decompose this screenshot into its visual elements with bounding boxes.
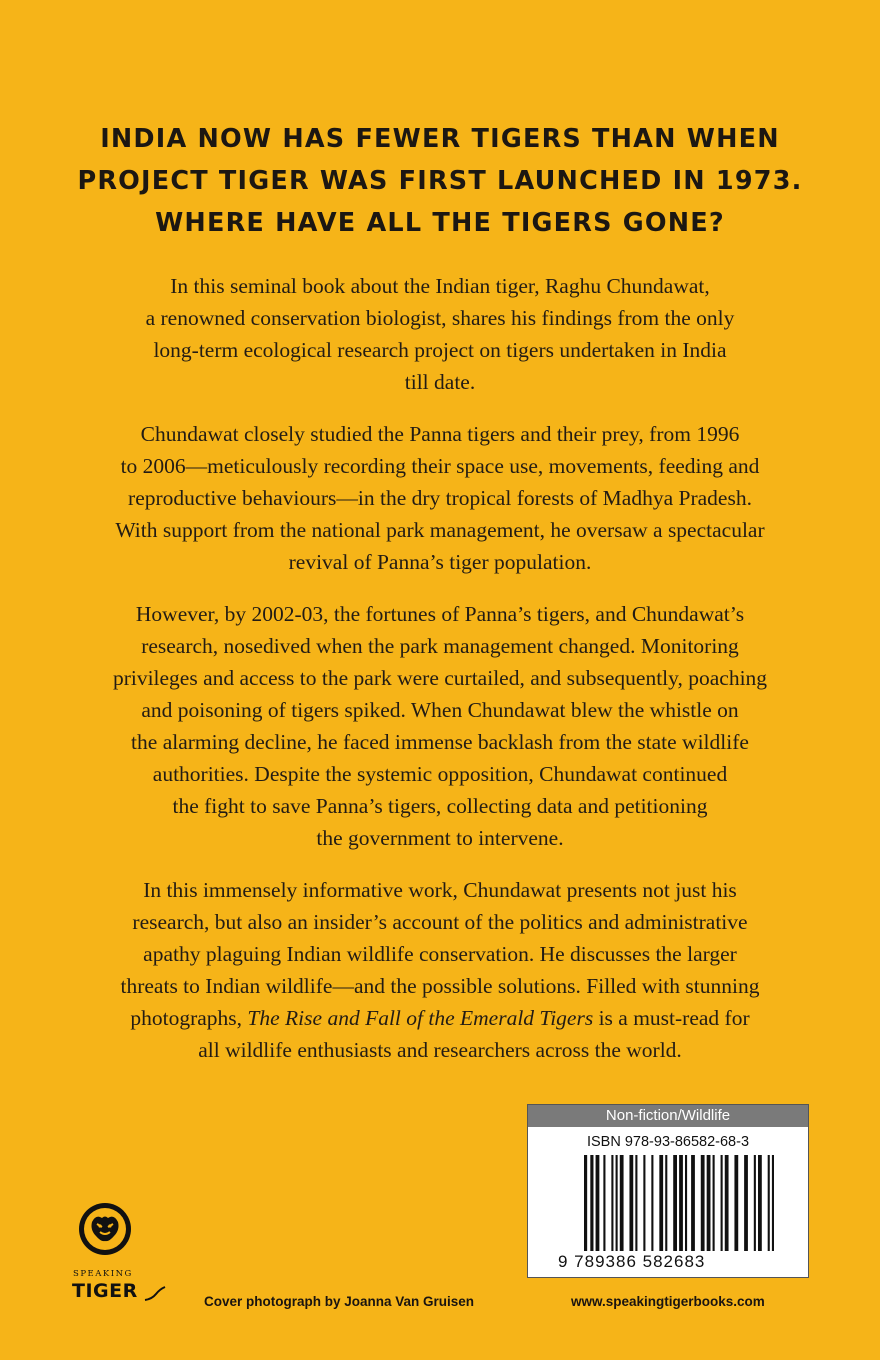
barcode-bar	[635, 1155, 637, 1251]
blurb-text-segment: photographs,	[130, 1006, 248, 1030]
barcode-bar	[584, 1155, 587, 1251]
barcode-bar	[679, 1155, 683, 1251]
blurb-line: authorities. Despite the systemic opposition, Chundawat continued	[152, 762, 728, 786]
blurb-line: a renowned conservation biologist, shares his findings from the only	[145, 306, 735, 330]
logo-swoosh-icon	[144, 1286, 166, 1302]
blurb-line: till date.	[404, 370, 476, 394]
barcode-bar	[734, 1155, 738, 1251]
blurb-line: the fight to save Panna’s tigers, collecting data and petitioning	[172, 794, 708, 818]
blurb-line: research, but also an insider’s account of the politics and administrative	[132, 910, 748, 934]
barcode-bar	[611, 1155, 613, 1251]
barcode-bar	[659, 1155, 663, 1251]
barcode-bar	[744, 1155, 748, 1251]
logo-wordmark-small: SPEAKING	[73, 1269, 133, 1279]
barcode-bar	[721, 1155, 723, 1251]
blurb-line: However, by 2002-03, the fortunes of Panna’s tigers, and Chundawat’s	[135, 602, 745, 626]
barcode-bar	[725, 1155, 729, 1251]
blurb-line: Chundawat closely studied the Panna tigers and their prey, from 1996	[140, 422, 740, 446]
barcode-bar	[701, 1155, 705, 1251]
blurb-line: reproductive behaviours—in the dry tropical forests of Madhya Pradesh.	[128, 486, 752, 510]
blurb-paragraph-3	[40, 598, 840, 854]
blurb-line: threats to Indian wildlife—and the possible solutions. Filled with stunning	[120, 974, 760, 998]
genre-label: Non-fiction/Wildlife	[528, 1105, 808, 1127]
isbn-barcode-box	[527, 1104, 809, 1278]
blurb-line: apathy plaguing Indian wildlife conservation. He discusses the larger	[143, 942, 737, 966]
barcode-bar	[603, 1155, 605, 1251]
book-title-italic: The Rise and Fall of the Emerald Tigers	[247, 1006, 594, 1030]
barcode-bars	[584, 1155, 774, 1251]
blurb-line	[40, 1002, 840, 1034]
blurb-line: the government to intervene.	[316, 826, 564, 850]
barcode-bar	[691, 1155, 695, 1251]
barcode-bar	[707, 1155, 711, 1251]
photo-credit: Cover photograph by Joanna Van Gruisen	[204, 1294, 475, 1309]
barcode-bar	[772, 1155, 774, 1251]
blurb-paragraph-4	[40, 874, 840, 1066]
barcode-bar	[768, 1155, 770, 1251]
blurb-line: the alarming decline, he faced immense backlash from the state wildlife	[131, 730, 749, 754]
barcode-bar	[590, 1155, 593, 1251]
isbn-number: ISBN 978-93-86582-68-3	[586, 1134, 750, 1150]
blurb-line: In this immensely informative work, Chundawat presents not just his	[143, 878, 737, 902]
headline-line: INDIA NOW HAS FEWER TIGERS THAN WHEN	[100, 124, 780, 154]
publisher-logo	[72, 1190, 172, 1310]
blurb-text-segment: is a must-read for	[593, 1006, 750, 1030]
blurb-line: to 2006—meticulously recording their space use, movements, feeding and	[120, 454, 760, 478]
barcode-bar	[616, 1155, 618, 1251]
barcode-bar	[713, 1155, 715, 1251]
blurb-line: long-term ecological research project on tigers undertaken in India	[153, 338, 727, 362]
headline-line: PROJECT TIGER WAS FIRST LAUNCHED IN 1973.	[77, 166, 803, 196]
barcode-bar	[629, 1155, 633, 1251]
barcode-bar	[651, 1155, 653, 1251]
logo-wordmark-big: TIGER	[72, 1280, 138, 1302]
barcode-digits: 9 789386 582683	[558, 1252, 706, 1271]
barcode-bar	[643, 1155, 645, 1251]
blurb-line: revival of Panna’s tiger population.	[288, 550, 592, 574]
blurb-line: privileges and access to the park were curtailed, and subsequently, poaching	[112, 666, 768, 690]
blurb-paragraph-1	[40, 270, 840, 398]
blurb-line: and poisoning of tigers spiked. When Chundawat blew the whistle on	[141, 698, 739, 722]
tiger-emblem-icon	[78, 1202, 132, 1256]
blurb-line: all wildlife enthusiasts and researchers across the world.	[198, 1038, 682, 1062]
barcode-bar	[673, 1155, 677, 1251]
barcode-bar	[758, 1155, 762, 1251]
barcode-bar	[665, 1155, 667, 1251]
blurb-line: In this seminal book about the Indian tiger, Raghu Chundawat,	[170, 274, 710, 298]
barcode-bar	[754, 1155, 756, 1251]
blurb-text	[40, 270, 840, 1086]
blurb-line: With support from the national park management, he oversaw a spectacular	[115, 518, 765, 542]
blurb-line: research, nosedived when the park management changed. Monitoring	[141, 634, 739, 658]
back-cover-headline	[0, 118, 880, 244]
barcode-bar	[685, 1155, 687, 1251]
blurb-paragraph-2	[40, 418, 840, 578]
headline-line: WHERE HAVE ALL THE TIGERS GONE?	[155, 208, 725, 238]
barcode-bar	[596, 1155, 600, 1251]
barcode-bar	[620, 1155, 624, 1251]
publisher-website: www.speakingtigerbooks.com	[571, 1294, 765, 1309]
